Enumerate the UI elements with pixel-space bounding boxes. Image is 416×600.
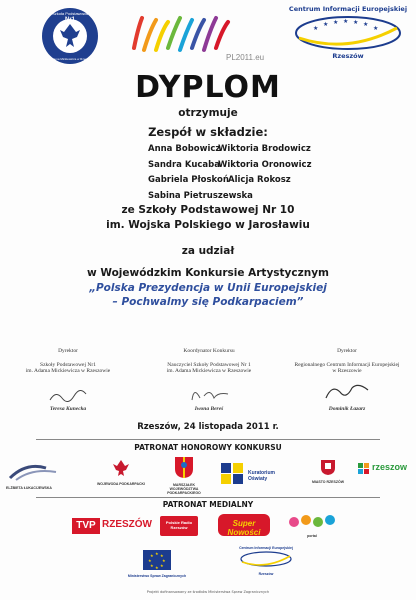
media-sponsor-logo	[160, 516, 198, 536]
diploma-title: DYPLOM	[135, 70, 281, 105]
signature-line: im. Adama Mickiewicza w Rzeszowie	[25, 368, 111, 374]
sponsor-label: rzeszow	[372, 462, 408, 472]
school-eagle-emblem-icon	[40, 6, 100, 66]
sponsor-label: MIASTO RZESZÓW	[311, 480, 345, 484]
member-name: Wiktoria Oronowicz	[218, 160, 312, 170]
pl2011-text: PL2011.eu	[226, 53, 264, 62]
member-name: Wiktoria Brodowicz	[218, 144, 311, 154]
school-logo-bottom-text: im. Adama Mickiewicza w Rzeszowie	[45, 57, 95, 61]
signature-line: Szkoły Podstawowej Nr1	[40, 362, 96, 368]
handwritten-signature-icon	[322, 380, 372, 404]
city-hall-logo-icon	[319, 458, 337, 476]
svg-text:★: ★	[162, 558, 166, 563]
divider	[36, 497, 380, 498]
member-name: Alicja Rokosz	[228, 175, 291, 185]
sponsor-logo	[220, 462, 294, 486]
sponsor-logo	[6, 460, 62, 490]
sponsor-label: WOJEWODA PODKARPACKI	[96, 482, 146, 486]
marshal-coat-of-arms-icon	[173, 455, 195, 479]
cie-footer-logo	[234, 546, 298, 582]
school-logo-top-text: Szkoła Podstawowa	[52, 11, 88, 16]
radio-rzeszow-logo-icon: Polskie Radio Rzeszów	[165, 520, 193, 530]
ministry-logo	[112, 550, 202, 584]
european-parliament-logo-icon	[6, 460, 62, 482]
issue-date: Rzeszów, 24 listopada 2011 r.	[137, 422, 279, 432]
sponsor-label: portal	[307, 534, 317, 538]
signature-block	[292, 348, 402, 418]
member-name: Sandra Kucaba	[148, 160, 220, 170]
kuratorium-logo-icon	[220, 462, 244, 484]
svg-text:★: ★	[150, 553, 154, 558]
signer-name: Dominik Łazarz	[328, 406, 366, 412]
signer-name: Teresa Kunecka	[49, 406, 87, 412]
svg-text:★: ★	[373, 25, 379, 32]
eu-stars-logo-icon	[293, 14, 403, 52]
cie-city: Rzeszów	[332, 52, 364, 60]
svg-text:★: ★	[160, 563, 164, 568]
member-name: Sabina Pietruszewska	[148, 191, 253, 201]
team-heading: Zespół w składzie:	[148, 125, 268, 139]
signature-block	[154, 348, 264, 418]
cie-header-logo	[285, 4, 411, 64]
member-name: Gabriela Płoskoń	[148, 175, 229, 185]
svg-text:★: ★	[323, 21, 329, 28]
rzeszow-logo-icon	[358, 463, 370, 475]
pl2011-presidency-logo-icon	[128, 8, 264, 64]
signature-role: Dyrektor	[58, 348, 78, 354]
svg-text:★: ★	[150, 563, 154, 568]
super-nowosci-logo-icon: Super Nowości	[227, 519, 261, 537]
sponsor-logo	[358, 460, 412, 484]
sponsor-label: Centrum Informacji Europejskiej	[239, 546, 293, 550]
honorary-patronage-title: PATRONAT HONOROWY KONKURSU	[134, 443, 282, 452]
signer-name: Iwona Bereś	[194, 406, 224, 412]
sponsor-label: Ministerstwo Spraw Zagranicznych	[127, 574, 187, 578]
motto-line-2: – Pochwalmy się Podkarpaciem”	[112, 296, 304, 308]
school-line-1: ze Szkoły Podstawowej Nr 10	[121, 204, 295, 216]
signature-line: im. Adama Mickiewicza w Rzeszowie	[166, 368, 252, 374]
tvp-logo-icon: TVP	[72, 518, 100, 534]
svg-text:★: ★	[353, 19, 359, 26]
sponsor-label: Rzeszów	[258, 572, 274, 576]
eu-flag-icon	[143, 550, 171, 570]
signature-line: Regionalnego Centrum Informacji Europejskiej	[294, 362, 400, 368]
member-name: Anna Bobowicz	[148, 144, 221, 154]
signature-role: Koordynator Konkursu	[183, 348, 235, 354]
svg-text:★: ★	[343, 18, 349, 25]
school-line-2: im. Wojska Polskiego w Jarosławiu	[106, 219, 310, 231]
svg-text:★: ★	[333, 19, 339, 26]
media-sponsor-logo	[286, 512, 338, 536]
footnote: Projekt dofinansowany ze środków Ministerstwa Spraw Zagranicznych	[146, 590, 270, 594]
sponsor-logo	[96, 458, 146, 488]
svg-text:★: ★	[148, 558, 152, 563]
kids-portal-logo-icon	[286, 512, 338, 530]
divider	[36, 439, 380, 440]
signature-role: Dyrektor	[337, 348, 357, 354]
handwritten-signature-icon	[48, 388, 88, 404]
voivode-eagle-icon	[111, 458, 131, 478]
media-patronage-title: PATRONAT MEDIALNY	[162, 500, 254, 509]
signature-block	[18, 348, 118, 418]
signature-line: Nauczyciel Szkoły Podstawowej Nr 1	[167, 362, 251, 368]
signature-line: w Rzeszowie	[332, 368, 362, 374]
svg-text:★: ★	[313, 25, 319, 32]
sponsor-logo	[160, 455, 208, 495]
motto-line-1: „Polska Prezydencja w Unii Europejskiej	[89, 282, 327, 294]
svg-text:★: ★	[155, 551, 159, 556]
sponsor-label: MARSZAŁEK WOJEWÓDZTWA PODKARPACKIEGO	[167, 483, 201, 495]
school-logo-nr-text: Nr1	[64, 17, 76, 23]
cie-small-logo-icon	[239, 550, 293, 568]
sponsor-label: RZESZÓW	[102, 519, 152, 530]
contest-name: w Wojewódzkim Konkursie Artystycznym	[87, 267, 329, 279]
handwritten-signature-icon	[188, 384, 232, 406]
sponsor-label: ELŻBIETA ŁUKACIJEWSKA	[6, 486, 52, 490]
svg-text:★: ★	[160, 553, 164, 558]
media-sponsor-logo	[218, 514, 270, 536]
receives-text: otrzymuje	[178, 107, 238, 119]
media-sponsor-logo	[72, 518, 152, 534]
sponsor-logo	[304, 458, 352, 490]
cie-title: Centrum Informacji Europejskiej	[288, 5, 408, 13]
svg-text:★: ★	[155, 565, 159, 570]
participation-text: za udział	[181, 245, 235, 257]
svg-text:★: ★	[363, 21, 369, 28]
sponsor-label: Kuratorium Oświaty	[248, 470, 275, 482]
